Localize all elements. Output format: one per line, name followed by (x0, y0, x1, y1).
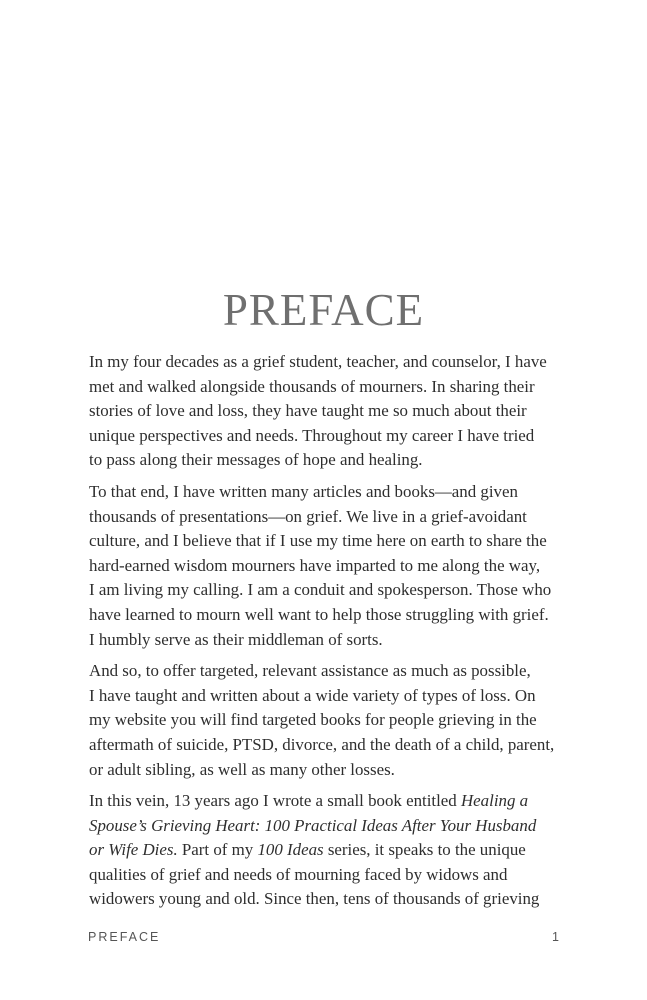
text-line: aftermath of suicide, PTSD, divorce, and the death of a child, parent, (89, 734, 555, 754)
text-line: met and walked alongside thousands of mourners. In sharing their (89, 376, 535, 396)
chapter-title: PREFACE (222, 285, 425, 335)
text-line: And so, to offer targeted, relevant assistance as much as possible, (89, 661, 531, 681)
text-line: hard-earned wisdom mourners have imparted to me along the way, (89, 555, 541, 575)
paragraph-4 (89, 789, 559, 912)
text-line: stories of love and loss, they have taught me so much about their (89, 401, 527, 421)
text-line: have learned to mourn well want to help those struggling with grief. (89, 604, 549, 624)
running-footer: PREFACE (88, 930, 161, 944)
text-line: culture, and I believe that if I use my time here on earth to share the (89, 531, 547, 551)
text-line: thousands of presentations—on grief. We live in a grief-avoidant (89, 506, 527, 526)
text-line (89, 838, 559, 863)
text-run: In this vein, 13 years ago I wrote a small book entitled (89, 791, 461, 811)
book-title-italic: Spouse’s Grieving Heart: 100 Practical Ideas After Your Husband (89, 815, 537, 835)
paragraph-1 (89, 350, 559, 473)
text-line: unique perspectives and needs. Throughout my career I have tried (89, 425, 535, 445)
book-title-italic: Healing a (460, 791, 529, 811)
text-line: my website you will find targeted books for people grieving in the (89, 710, 537, 730)
text-line: qualities of grief and needs of mourning faced by widows and (89, 864, 508, 884)
text-line: or adult sibling, as well as many other losses. (89, 759, 395, 779)
text-line: to pass along their messages of hope and healing. (89, 450, 423, 470)
series-title-italic: 100 Ideas (257, 840, 324, 860)
text-line: To that end, I have written many articles and books—and given (89, 481, 518, 501)
text-line: In my four decades as a grief student, teacher, and counselor, I have (89, 352, 547, 371)
book-title-italic: or Wife Dies. (89, 840, 178, 860)
body-text (89, 350, 559, 919)
text-line: widowers young and old. Since then, tens of thousands of grieving (89, 889, 540, 909)
text-line (89, 789, 559, 814)
text-run: series, it speaks to the unique (323, 840, 526, 860)
paragraph-2 (89, 480, 559, 652)
paragraph-3 (89, 659, 559, 782)
text-line: I humbly serve as their middleman of sorts. (89, 629, 383, 649)
page-number: 1 (552, 930, 559, 944)
text-line: I have taught and written about a wide variety of types of loss. On (89, 685, 536, 705)
text-line: I am living my calling. I am a conduit and spokesperson. Those who (89, 580, 552, 600)
text-run: Part of my (177, 840, 258, 860)
